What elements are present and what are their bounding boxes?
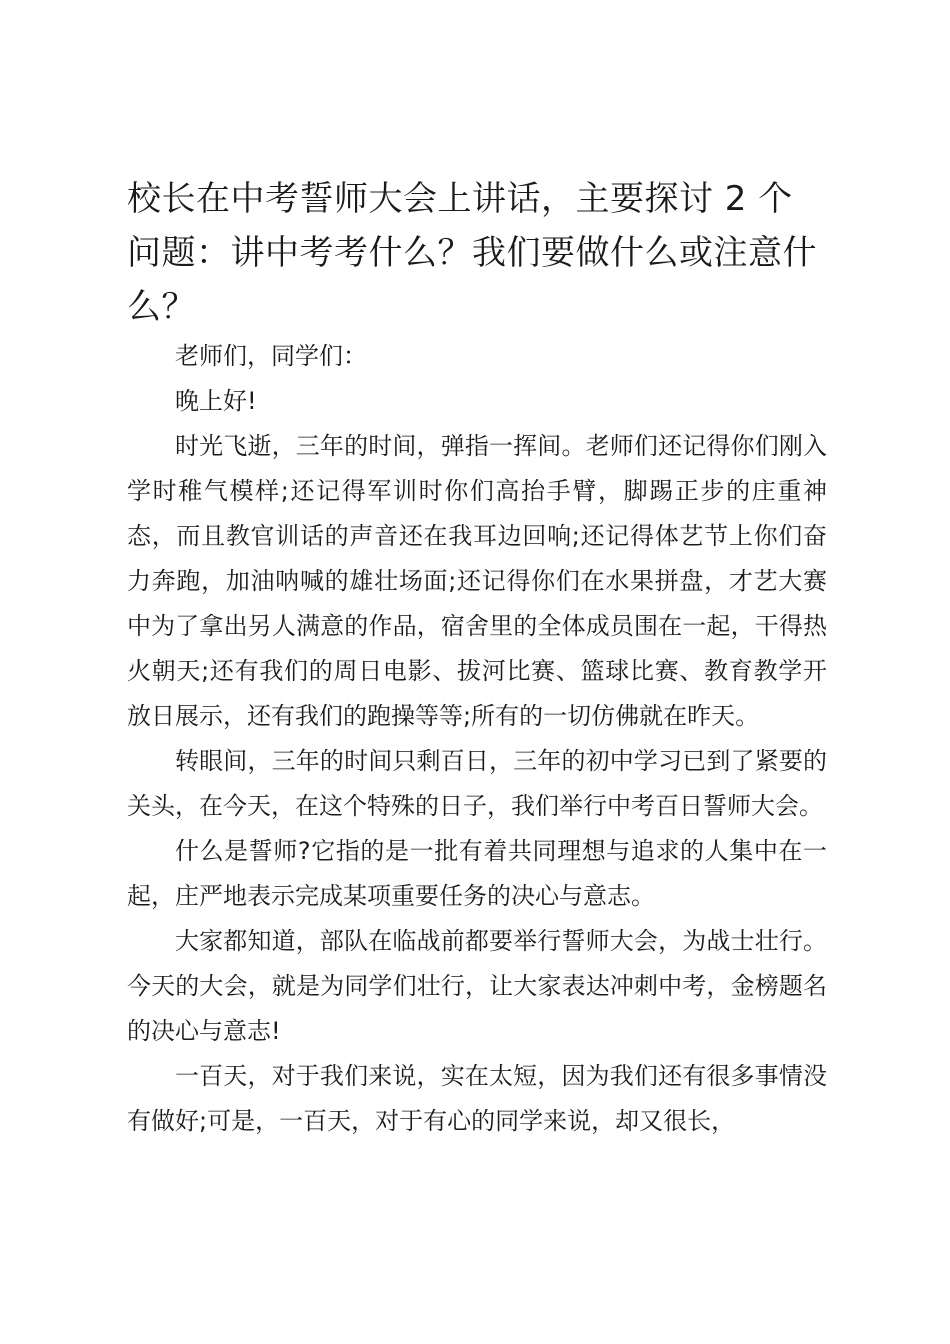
document-title: 校长在中考誓师大会上讲话，主要探讨 2 个问题：讲中考考什么？我们要做什么或注意什么？ [127,179,817,327]
paragraph-army-oath: 大家都知道，部队在临战前都要举行誓师大会，为战士壮行。今天的大会，就是为同学们壮行，让大家表达冲刺中考，金榜题名的决心与意志! [127,927,827,1045]
paragraph-hundred-days: 转眼间，三年的时间只剩百日，三年的初中学习已到了紧要的关头，在今天，在这个特殊的日子，我们举行中考百日誓师大会。 [127,747,827,820]
paragraph-one-hundred-days: 一百天，对于我们来说，实在太短，因为我们还有很多事情没有做好;可是，一百天，对于有心的同学来说，却又很长， [127,1062,827,1135]
paragraph-memories: 时光飞逝，三年的时间，弹指一挥间。老师们还记得你们刚入学时稚气模样;还记得军训时你们高抬手臂，脚踢正步的庄重神态，而且教官训话的声音还在我耳边回响;还记得体艺节上你们奋力奔跑，加油呐喊的雄壮场面;还记得你们在水果拼盘，才艺大赛中为了拿出另人满意的作品，宿舍里的全体成员围在一起，干得热火朝天;还有我们的周日电影、拔河比赛、篮球比赛、教育教学开放日展示，还有我们的跑操等等;所有的一切仿佛就在昨天。 [127,432,827,730]
document-page [127,172,827,1144]
paragraph-good-evening: 晚上好! [175,387,257,415]
paragraph-oath-meaning: 什么是誓师?它指的是一批有着共同理想与追求的人集中在一起，庄严地表示完成某项重要任务的决心与意志。 [127,837,827,910]
paragraph-greeting: 老师们，同学们： [175,342,367,370]
